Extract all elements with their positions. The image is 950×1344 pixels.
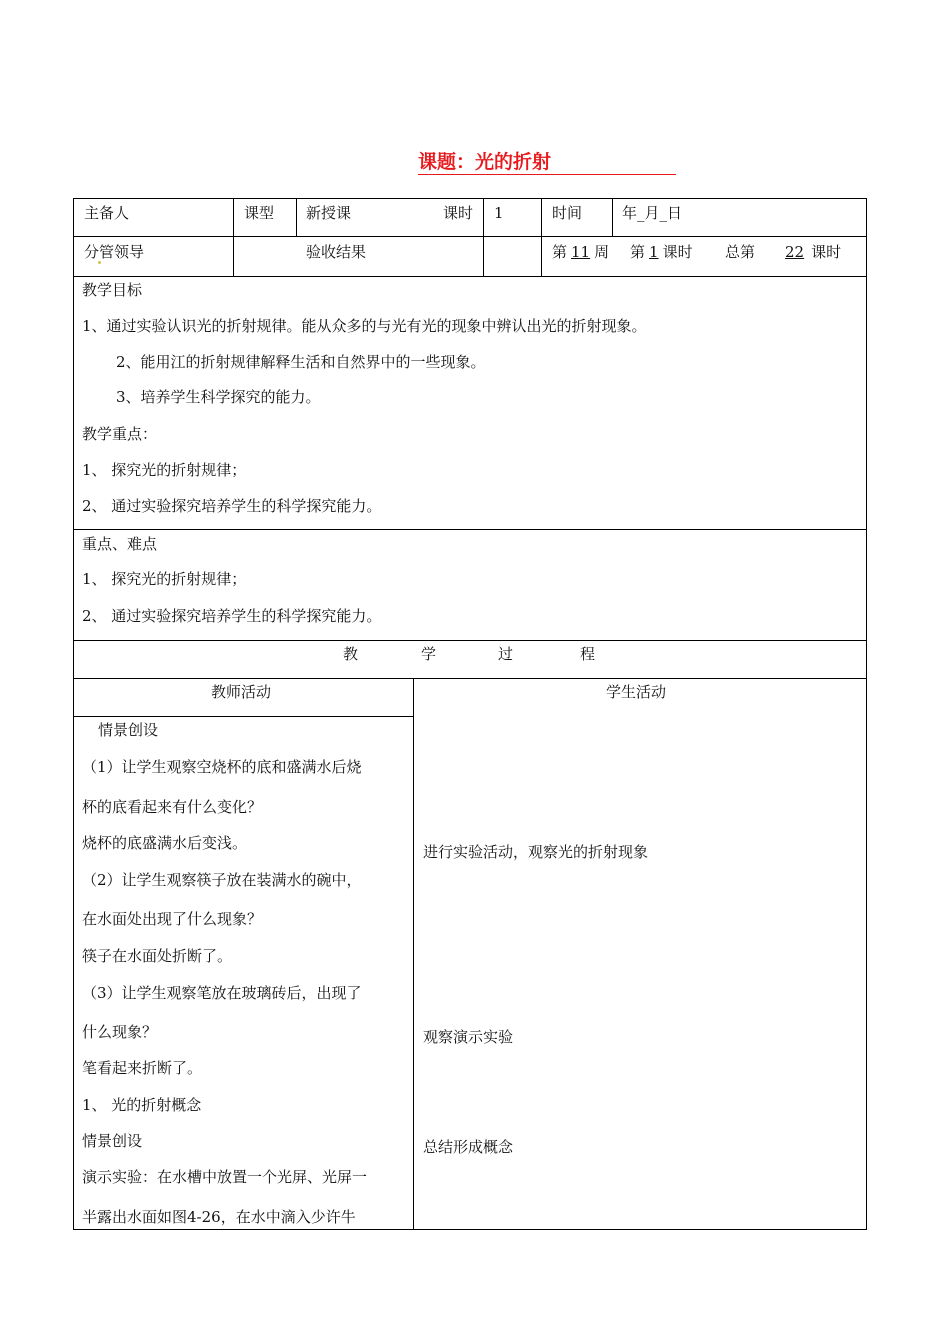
teacher-line: 情景创设 <box>82 1132 143 1150</box>
total-prefix: 总第 <box>725 243 756 261</box>
objectives-heading: 教学目标 <box>82 281 143 299</box>
lesson-prefix: 第 <box>630 243 646 261</box>
focus-heading: 教学重点： <box>82 425 158 443</box>
teacher-line: 在水面处出现了什么现象？ <box>82 910 263 928</box>
teacher-line: 杯的底看起来有什么变化？ <box>82 798 263 816</box>
preparer-label: 主备人 <box>84 204 130 222</box>
table-row-divider <box>73 529 867 530</box>
teacher-line: 1、 光的折射概念 <box>82 1096 202 1114</box>
lesson-info <box>630 242 693 262</box>
teacher-line: 烧杯的底盛满水后变浅。 <box>82 834 248 852</box>
week-suffix: 周 <box>594 243 610 261</box>
date-value: 年_月_日 <box>622 204 683 222</box>
total-suffix: 课时 <box>811 243 842 261</box>
cell-divider <box>541 198 542 276</box>
objective-item: 2、能用江的折射规律解释生活和自然界中的一些现象。 <box>116 353 486 371</box>
week-number: 11 <box>571 243 591 261</box>
leader-label-part: 领导 <box>114 243 145 261</box>
teacher-line: 情景创设 <box>98 721 159 739</box>
acceptance-label: 验收结果 <box>306 243 367 261</box>
teacher-line: 演示实验：在水槽中放置一个光屏、光屏一 <box>82 1168 368 1186</box>
objective-item: 3、培养学生科学探究的能力。 <box>116 388 321 406</box>
table-row-divider <box>73 678 867 679</box>
cell-divider <box>483 198 484 276</box>
lesson-title: 课题：光的折射 <box>418 150 676 175</box>
table-row-divider <box>73 276 867 277</box>
cell-divider <box>296 198 297 237</box>
week-info <box>552 242 609 262</box>
week-prefix: 第 <box>552 243 568 261</box>
table-border-right <box>866 198 867 1230</box>
total-info <box>725 242 841 262</box>
lesson-suffix: 课时 <box>662 243 693 261</box>
table-row-divider <box>73 236 867 237</box>
teacher-line: 半露出水面如图4-26，在水中滴入少许牛 <box>82 1208 356 1226</box>
cell-divider <box>612 198 613 237</box>
student-line: 进行实验活动，观察光的折射现象 <box>423 843 649 861</box>
table-border-bottom <box>73 1229 867 1230</box>
process-heading-char: 过 <box>498 645 514 663</box>
student-activity-heading: 学生活动 <box>606 683 667 701</box>
teacher-line: 笔看起来折断了。 <box>82 1059 203 1077</box>
lesson-number: 1 <box>649 243 659 261</box>
table-border-top <box>73 198 867 199</box>
leader-label-part: 分管 <box>84 243 115 261</box>
focus-item: 2、 通过实验探究培养学生的科学探究能力。 <box>82 497 382 515</box>
table-row-divider <box>73 640 867 641</box>
teacher-line: 筷子在水面处折断了。 <box>82 947 233 965</box>
focus-item: 1、 探究光的折射规律； <box>82 461 247 479</box>
difficulty-item: 2、 通过实验探究培养学生的科学探究能力。 <box>82 607 382 625</box>
process-heading-char: 学 <box>421 645 437 663</box>
process-heading-char: 程 <box>580 645 596 663</box>
time-label: 时间 <box>552 204 583 222</box>
teacher-line: （1）让学生观察空烧杯的底和盛满水后烧 <box>82 758 362 776</box>
leader-label <box>84 242 144 262</box>
student-line: 总结形成概念 <box>423 1138 514 1156</box>
difficulties-heading: 重点、难点 <box>82 535 158 553</box>
teacher-activity-heading: 教师活动 <box>211 683 272 701</box>
activity-column-divider <box>413 678 414 1230</box>
period-label: 课时 <box>443 204 474 222</box>
process-heading-char: 教 <box>343 645 359 663</box>
table-border-left <box>73 198 74 1230</box>
teacher-line: （2）让学生观察筷子放在装满水的碗中， <box>82 871 362 889</box>
objective-item: 1、通过实验认识光的折射规律。能从众多的与光有光的现象中辨认出光的折射现象。 <box>82 317 647 335</box>
lesson-type-label: 课型 <box>244 204 275 222</box>
lesson-type-value: 新授课 <box>306 204 352 222</box>
teacher-line: 什么现象？ <box>82 1023 158 1041</box>
total-number: 22 <box>785 243 805 261</box>
teacher-heading-divider <box>73 716 414 717</box>
student-line: 观察演示实验 <box>423 1028 514 1046</box>
teacher-line: （3）让学生观察笔放在玻璃砖后，出现了 <box>82 984 362 1002</box>
cell-divider <box>233 198 234 276</box>
period-value: 1 <box>494 204 504 222</box>
difficulty-item: 1、 探究光的折射规律； <box>82 570 247 588</box>
